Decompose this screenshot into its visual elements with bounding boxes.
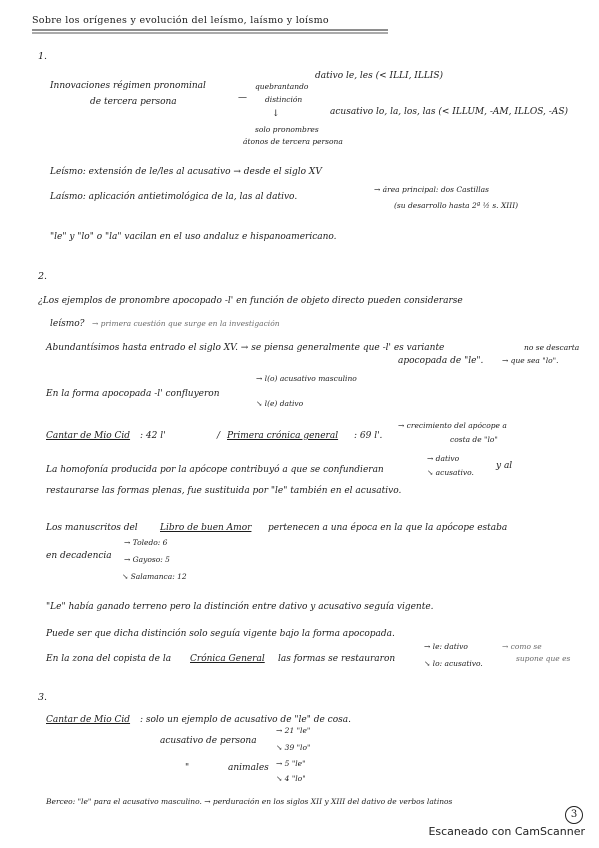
page-number: 3 bbox=[565, 806, 583, 824]
cantar-solo-un-ejemplo: : solo un ejemplo de acusativo de "le" de cosa. bbox=[140, 715, 351, 725]
homofonia-y-al: y al bbox=[496, 461, 513, 471]
zona-lo-acusativo: ↘ lo: acusativo. bbox=[424, 659, 483, 668]
gayoso-count: → Gayoso: 5 bbox=[124, 555, 170, 564]
costa-de-lo: costa de "lo" bbox=[450, 435, 498, 444]
confluencia-dativo: ↘ l(e) dativo bbox=[256, 399, 304, 408]
forma-apocopada-line: En la forma apocopada -l' confluyeron bbox=[46, 389, 220, 399]
zona-suffix: las formas se restauraron bbox=[278, 654, 396, 664]
cantar-mio-cid-ref: Cantar de Mio Cid bbox=[46, 431, 131, 441]
scanner-footer: Escaneado con CamScanner bbox=[428, 825, 585, 838]
cantar-count: : 42 l' bbox=[140, 431, 166, 441]
no-se-descarta: no se descarta bbox=[524, 343, 580, 352]
animales-lo-count: ↘ 4 "lo" bbox=[276, 774, 306, 783]
laismo-line: Laísmo: aplicación antietimológica de la, las al dativo. bbox=[50, 192, 298, 202]
persona-lo-count: ↘ 39 "lo" bbox=[276, 743, 311, 752]
down-arrow: ↓ bbox=[272, 109, 280, 119]
innovaciones-line-1: Innovaciones régimen pronominal bbox=[50, 81, 206, 91]
leismo-line: Leísmo: extensión de le/les al acusativo → desde el siglo XV bbox=[50, 167, 322, 177]
zona-prefix: En la zona del copista de la bbox=[46, 654, 172, 664]
acusativo-branch: acusativo lo, la, los, las (< ILLUM, -AM, ILLOS, -AS) bbox=[330, 107, 568, 117]
abundantisimos-line: Abundantísimos hasta entrado el siglo XV. → se piensa generalmente que -l' es variante bbox=[46, 343, 445, 353]
toledo-count: → Toledo: 6 bbox=[124, 538, 168, 547]
le-habia-line: "Le" había ganado terreno pero la distinción entre dativo y acusativo seguía vigente. bbox=[46, 602, 434, 612]
question-note: → primera cuestión que surge en la investigación bbox=[92, 319, 280, 328]
salamanca-count: ↘ Salamanca: 12 bbox=[122, 572, 187, 581]
dash: — bbox=[238, 93, 247, 103]
area-principal: → área principal: dos Castillas bbox=[374, 185, 489, 194]
cronica-general-ref: Crónica General bbox=[190, 654, 265, 664]
homofonia-line-2: restaurarse las formas plenas, fue sustituida por "le" también en el acusativo. bbox=[46, 486, 402, 496]
primera-cronica-ref: Primera crónica general bbox=[227, 431, 339, 441]
como-se-note-2: supone que es bbox=[516, 654, 571, 663]
zona-le-dativo: → le: dativo bbox=[424, 642, 468, 651]
cantar-mio-cid-ref-2: Cantar de Mio Cid bbox=[46, 715, 131, 725]
berceo-line: Berceo: "le" para el acusativo masculino. → perduración en los siglos XII y XIII del dativo de verbos latinos bbox=[46, 797, 453, 806]
slash: / bbox=[217, 431, 221, 441]
animales: animales bbox=[228, 763, 269, 773]
homofonia-dativo: → dativo bbox=[427, 454, 460, 463]
question-line-1: ¿Los ejemplos de pronombre apocopado -l' en función de objeto directo pueden considerarse bbox=[38, 296, 463, 306]
apocopada-de-le: apocopada de "le". bbox=[398, 356, 484, 366]
dativo-branch: dativo le, les (< ILLI, ILLIS) bbox=[315, 71, 444, 81]
quebrantando-line-1: quebrantando bbox=[255, 82, 309, 91]
primera-count: : 69 l'. bbox=[354, 431, 383, 441]
page-title: Sobre los orígenes y evolución del leísmo, laísmo y loísmo bbox=[32, 15, 329, 26]
solo-line-2: átonos de tercera persona bbox=[243, 137, 343, 146]
manuscritos-prefix: Los manuscritos del bbox=[46, 523, 138, 533]
homofonia-line-1: La homofonía producida por la apócope contribuyó a que se confundieran bbox=[46, 465, 384, 475]
animales-le-count: → 5 "le" bbox=[276, 759, 306, 768]
vacilan-line: "le" y "lo" o "la" vacilan en el uso andaluz e hispanoamericano. bbox=[50, 232, 337, 242]
ditto-marks: " bbox=[185, 763, 190, 773]
crecimiento-apocope: → crecimiento del apócope a bbox=[398, 421, 507, 430]
section-3-number: 3. bbox=[38, 692, 48, 703]
acusativo-persona: acusativo de persona bbox=[160, 736, 257, 746]
question-line-2: leísmo? bbox=[50, 319, 85, 329]
area-desarrollo: (su desarrollo hasta 2ª ½ s. XIII) bbox=[394, 201, 519, 210]
que-sea-lo: → que sea "lo". bbox=[502, 356, 559, 365]
manuscritos-suffix: pertenecen a una época en la que la apócope estaba bbox=[268, 523, 508, 533]
innovaciones-line-2: de tercera persona bbox=[90, 97, 177, 107]
confluencia-acusativo: → l(o) acusativo masculino bbox=[256, 374, 357, 383]
quebrantando-line-2: distinción bbox=[265, 95, 303, 104]
homofonia-acusativo: ↘ acusativo. bbox=[427, 468, 474, 477]
como-se-note-1: → como se bbox=[502, 642, 542, 651]
persona-le-count: → 21 "le" bbox=[276, 726, 311, 735]
section-2-number: 2. bbox=[38, 271, 48, 282]
puede-ser-line: Puede ser que dicha distinción solo seguía vigente bajo la forma apocopada. bbox=[46, 629, 395, 639]
libro-buen-amor-ref: Libro de buen Amor bbox=[160, 523, 252, 533]
section-1-number: 1. bbox=[38, 51, 48, 62]
solo-line-1: solo pronombres bbox=[255, 125, 319, 134]
en-decadencia: en decadencia bbox=[46, 551, 112, 561]
